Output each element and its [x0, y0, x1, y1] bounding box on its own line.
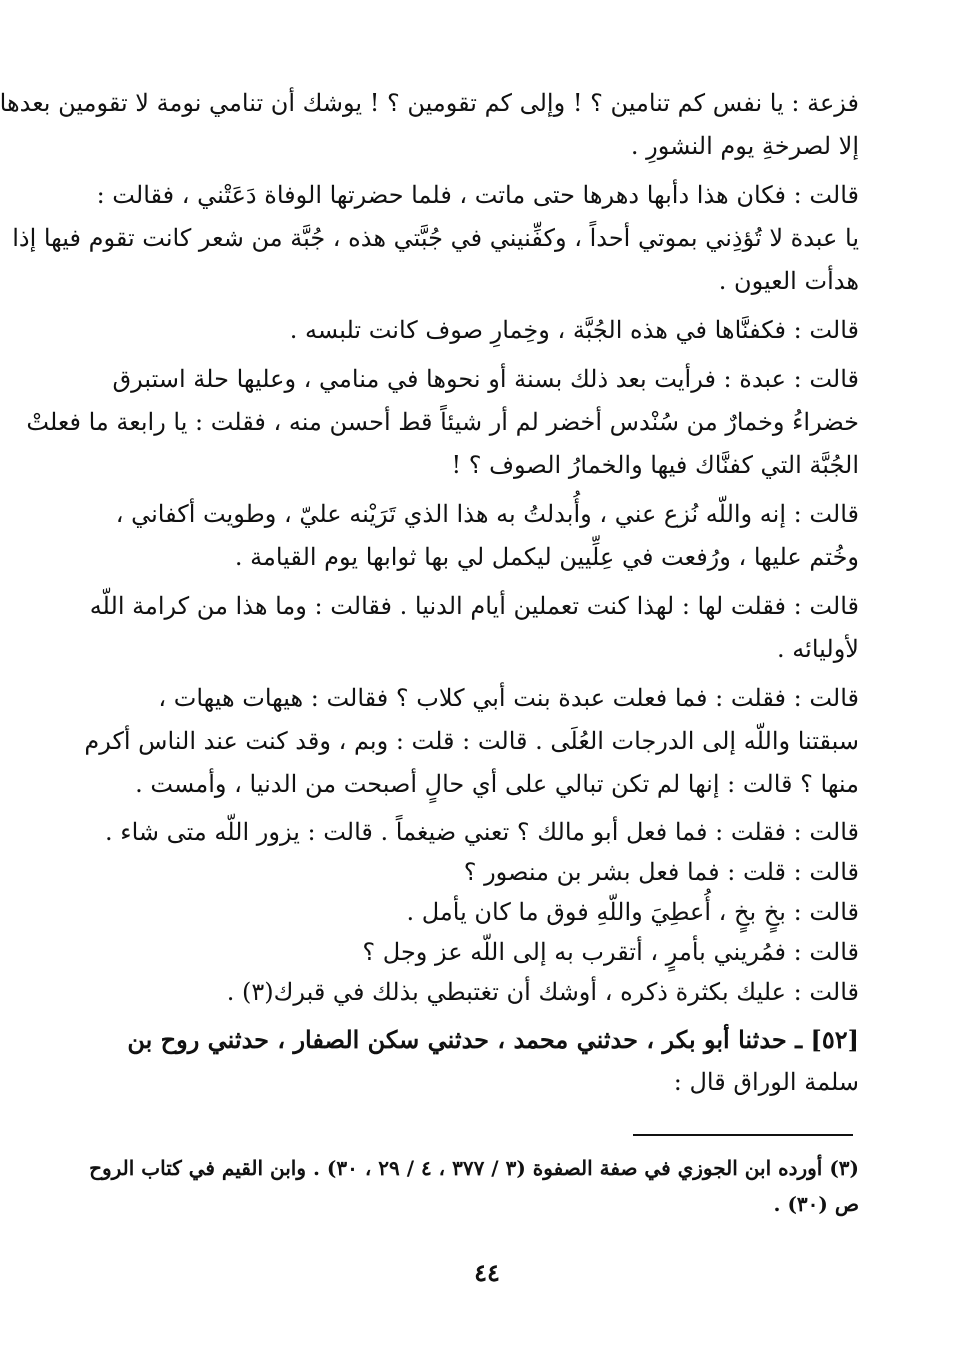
- paragraph-2: [12, 174, 859, 303]
- text-line: الجُبَّة التي كفنَّاك فيها والخمارُ الصوف ؟ !: [451, 451, 859, 479]
- text-line: قالت : قلت : فما فعل بشر بن منصور ؟: [463, 858, 859, 886]
- text-line: منها ؟ قالت : إنها لم تكن تبالي على أي حالٍ أصبحت من الدنيا ، وأمست .: [135, 770, 859, 798]
- text-line: قالت : فقلت لها : لهذا كنت تعملين أيام الدنيا . فقالت : وما هذا من كرامة اللّه: [89, 592, 859, 620]
- main-text: [0, 82, 859, 1110]
- text-line: قالت : إنه واللّه نُزع عني ، وأُبدلتُ به هذا الذي تَرَيْنه عليّ ، وطويت أكفاني ،: [115, 500, 859, 528]
- text-line: قالت : عبدة : فرأيت بعد ذلك بسنة أو نحوها في منامي ، وعليها حلة استبرق: [112, 365, 859, 393]
- text-line: سلمة الوراق قال :: [673, 1068, 859, 1096]
- footnotes: [89, 1150, 859, 1222]
- text-line: قالت : فقلت : فما فعلت عبدة بنت أبي كلاب ؟ فقالت : هيهات هيهات ،: [158, 684, 859, 712]
- paragraph-4: [26, 358, 859, 487]
- text-line: قالت : فكفنَّاها في هذه الجُبَّة ، وخِمارِ صوف كانت تلبسه .: [289, 316, 859, 344]
- paragraph-8: [99, 812, 859, 1012]
- text-line: [٥٢] ـ حدثنا أبو بكر ، حدثني محمد ، حدثني سكن الصفار ، حدثني روح بن: [127, 1025, 859, 1054]
- text-line: خضراءُ وخمارٌ من سُنْدس أخضر لم أر شيئاً قط أحسن منه ، فقلت : يا رابعة ما فعلتْ: [26, 408, 859, 436]
- text-line: قالت : فقلت : فما فعل أبو مالك ؟ تعني ضيغماً . قالت : يزور اللّه متى شاء .: [105, 818, 859, 846]
- text-line: قالت : عليك بكثرة ذكره ، أوشك أن تغتبطي بذلك في قبرك(٣) .: [226, 978, 859, 1006]
- footnote-line: (٣) أورده ابن الجوزي في صفة الصفوة (٣ / ٣٧٧ ، ٤ / ٢٩ ، ٣٠) . وابن القيم في كتاب الروح: [89, 1156, 859, 1180]
- paragraph-6: [89, 585, 859, 671]
- page-number: ٤٤: [474, 1258, 500, 1287]
- footnote-line: ص (٣٠) .: [773, 1192, 859, 1216]
- text-line: وخُتم عليها ، ورُفعت في عِلِّيين ليكمل لي بها ثوابها يوم القيامة .: [234, 543, 859, 571]
- paragraph-5: [99, 493, 859, 579]
- paragraph-7: [84, 677, 859, 806]
- text-line: سبقتنا واللّه إلى الدرجات العُلَى . قالت : قلت : وبم ، وقد كنت عند الناس أكرم: [84, 727, 859, 755]
- text-line: فزعة : يا نفس كم تنامين ؟ ! وإلى كم تقومين ؟ ! يوشك أن تنامي نومة لا تقومين بعدها: [0, 89, 859, 117]
- text-line: قالت : بخٍ بخٍ ، أُعطِيَ واللّهِ فوق ما كان يأمل .: [406, 898, 859, 926]
- text-line: قالت : فكان هذا دأبها دهرها حتى ماتت ، فلما حضرتها الوفاة دَعَتْني ، فقالت :: [96, 181, 859, 209]
- text-line: قالت : فمُريني بأمرٍ ، أتقرب به إلى اللّه عز وجل ؟: [362, 938, 859, 966]
- text-line: يا عبدة لا تُؤذِني بموتي أحداً ، وكفِّنيني في جُبَّتي هذه ، جُبَّة من شعر كانت تقوم فيها إذا: [12, 224, 859, 252]
- text-line: لأوليائه .: [777, 635, 859, 663]
- paragraph-1: [0, 82, 859, 168]
- text-line: هدأت العيون .: [718, 267, 859, 295]
- paragraph-9-hadith-52: [99, 1018, 859, 1104]
- paragraph-3: [99, 309, 859, 352]
- text-line: إلا لصرخةِ يوم النشورِ .: [630, 132, 859, 160]
- footnote-divider: [633, 1134, 853, 1136]
